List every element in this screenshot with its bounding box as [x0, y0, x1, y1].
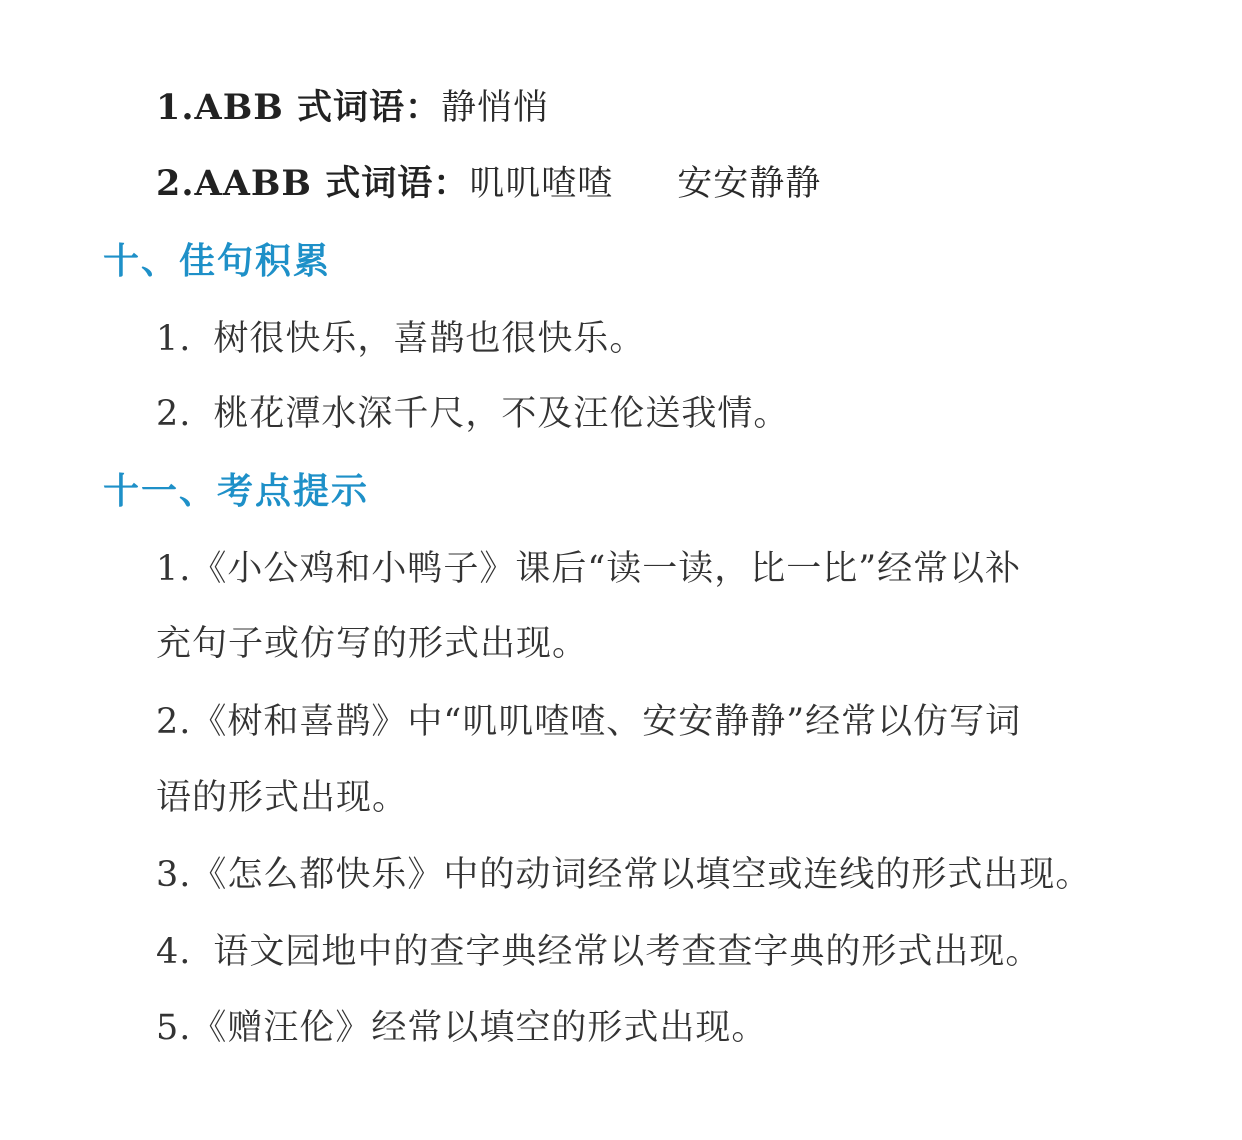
abb-word-line — [156, 86, 549, 130]
section-heading-sentences: 十、佳句积累 — [103, 241, 332, 282]
sentence-item — [156, 392, 789, 436]
tip-text: 语文园地中的查字典经常以考查查字典的形式出现。 — [213, 932, 1042, 972]
tip-item-line: 2.《树和喜鹊》中“叽叽喳喳、安安静静”经常以仿写词 — [156, 702, 1022, 742]
tip-number: 4. — [156, 932, 192, 972]
tip-item-line: 1.《小公鸡和小鸭子》课后“读一读，比一比”经常以补 — [156, 549, 1022, 589]
tip-item-continuation: 充句子或仿写的形式出现。 — [156, 624, 589, 664]
aabb-word-2: 安安静静 — [677, 164, 822, 204]
sentence-text: 树很快乐，喜鹊也很快乐。 — [213, 319, 646, 359]
sentence-number: 2. — [156, 394, 192, 434]
tip-item-line — [156, 930, 1041, 974]
sentence-text: 桃花潭水深千尺，不及汪伦送我情。 — [213, 394, 790, 434]
sentence-item — [156, 317, 645, 361]
abb-word: 静悄悄 — [441, 88, 550, 128]
aabb-word-line — [156, 162, 821, 206]
abb-label: 1.ABB 式词语： — [156, 87, 442, 128]
sentence-number: 1. — [156, 319, 192, 359]
tip-item-line: 5.《赠汪伦》经常以填空的形式出现。 — [156, 1008, 768, 1048]
section-heading-exam-tips: 十一、考点提示 — [103, 471, 370, 512]
aabb-label: 2.AABB 式词语： — [156, 163, 470, 204]
tip-item-continuation: 语的形式出现。 — [156, 778, 409, 818]
aabb-word-1: 叽叽喳喳 — [469, 164, 614, 204]
tip-item-line: 3.《怎么都快乐》中的动词经常以填空或连线的形式出现。 — [156, 855, 1092, 895]
